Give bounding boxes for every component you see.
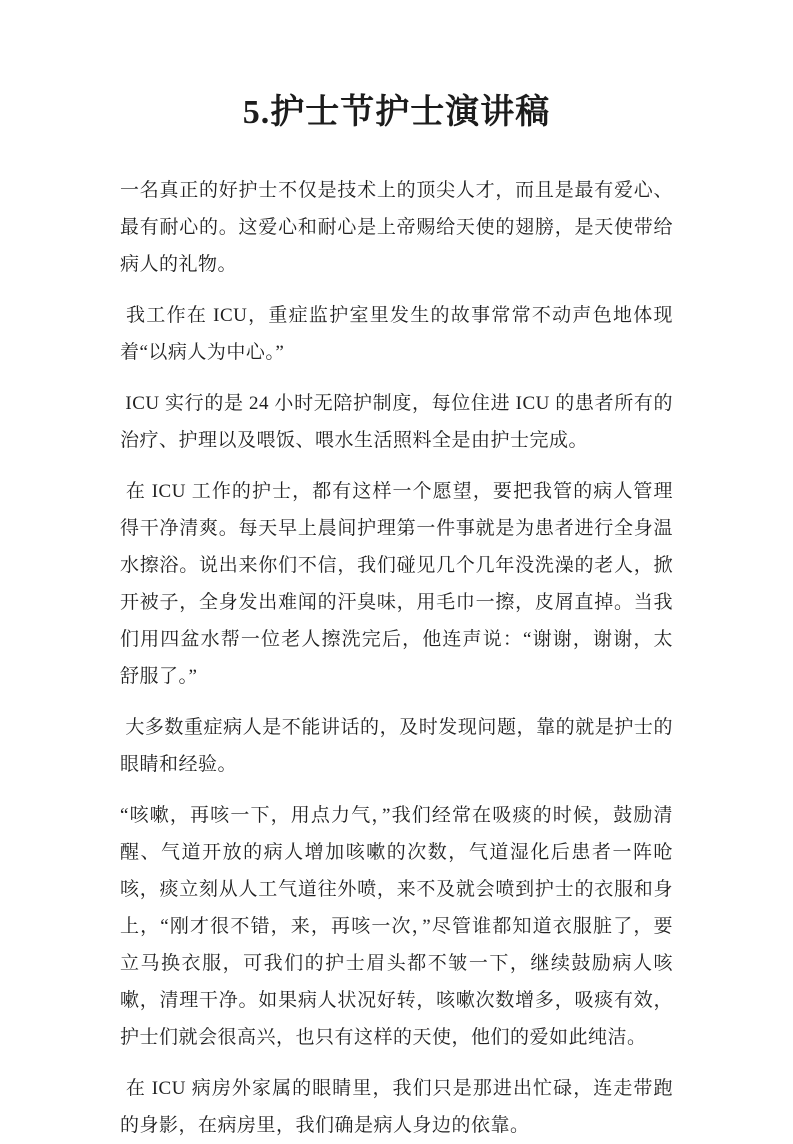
paragraph-5: 大多数重症病人是不能讲话的，及时发现问题，靠的就是护士的眼睛和经验。: [120, 717, 673, 775]
paragraph-1: 一名真正的好护士不仅是技术上的顶尖人才，而且是最有爱心、最有耐心的。这爱心和耐心是上帝赐给天使的翅膀，是天使带给病人的礼物。: [120, 180, 673, 275]
paragraph-4: 在 ICU 工作的护士，都有这样一个愿望，要把我管的病人管理得干净清爽。每天早上晨间护理第一件事就是为患者进行全身温水擦浴。说出来你们不信，我们碰见几个几年没洗澡的老人，掀开被子，全身发出难闻的汗臭味，用毛巾一擦，皮屑直掉。当我们用四盆水帮一位老人擦洗完后，他连声说：“谢谢，谢谢，太舒服了。”: [120, 481, 673, 687]
paragraph-2: 我工作在 ICU，重症监护室里发生的故事常常不动声色地体现着“以病人为中心。”: [120, 305, 674, 363]
document-title: 5.护士节护士演讲稿: [242, 94, 551, 131]
paragraph-6: “咳嗽，再咳一下，用点力气，”我们经常在吸痰的时候，鼓励清醒、气道开放的病人增加咳嗽的次数，气道湿化后患者一阵呛咳，痰立刻从人工气道往外喷，来不及就会喷到护士的衣服和身上，“刚才很不错，来，再咳一次，”尽管谁都知道衣服脏了，要立马换衣服，可我们的护士眉头都不皱一下，继续鼓励病人咳嗽，清理干净。如果病人状况好转，咳嗽次数增多，吸痰有效，护士们就会很高兴，也只有这样的天使，他们的爱如此纯洁。: [120, 805, 673, 1048]
paragraph-3: ICU 实行的是 24 小时无陪护制度，每位住进 ICU 的患者所有的治疗、护理以及喂饭、喂水生活照料全是由护士完成。: [120, 393, 673, 451]
paragraph-7: 在 ICU 病房外家属的眼睛里，我们只是那进出忙碌，连走带跑的身影，在病房里，我们确是病人身边的依靠。: [120, 1078, 673, 1136]
